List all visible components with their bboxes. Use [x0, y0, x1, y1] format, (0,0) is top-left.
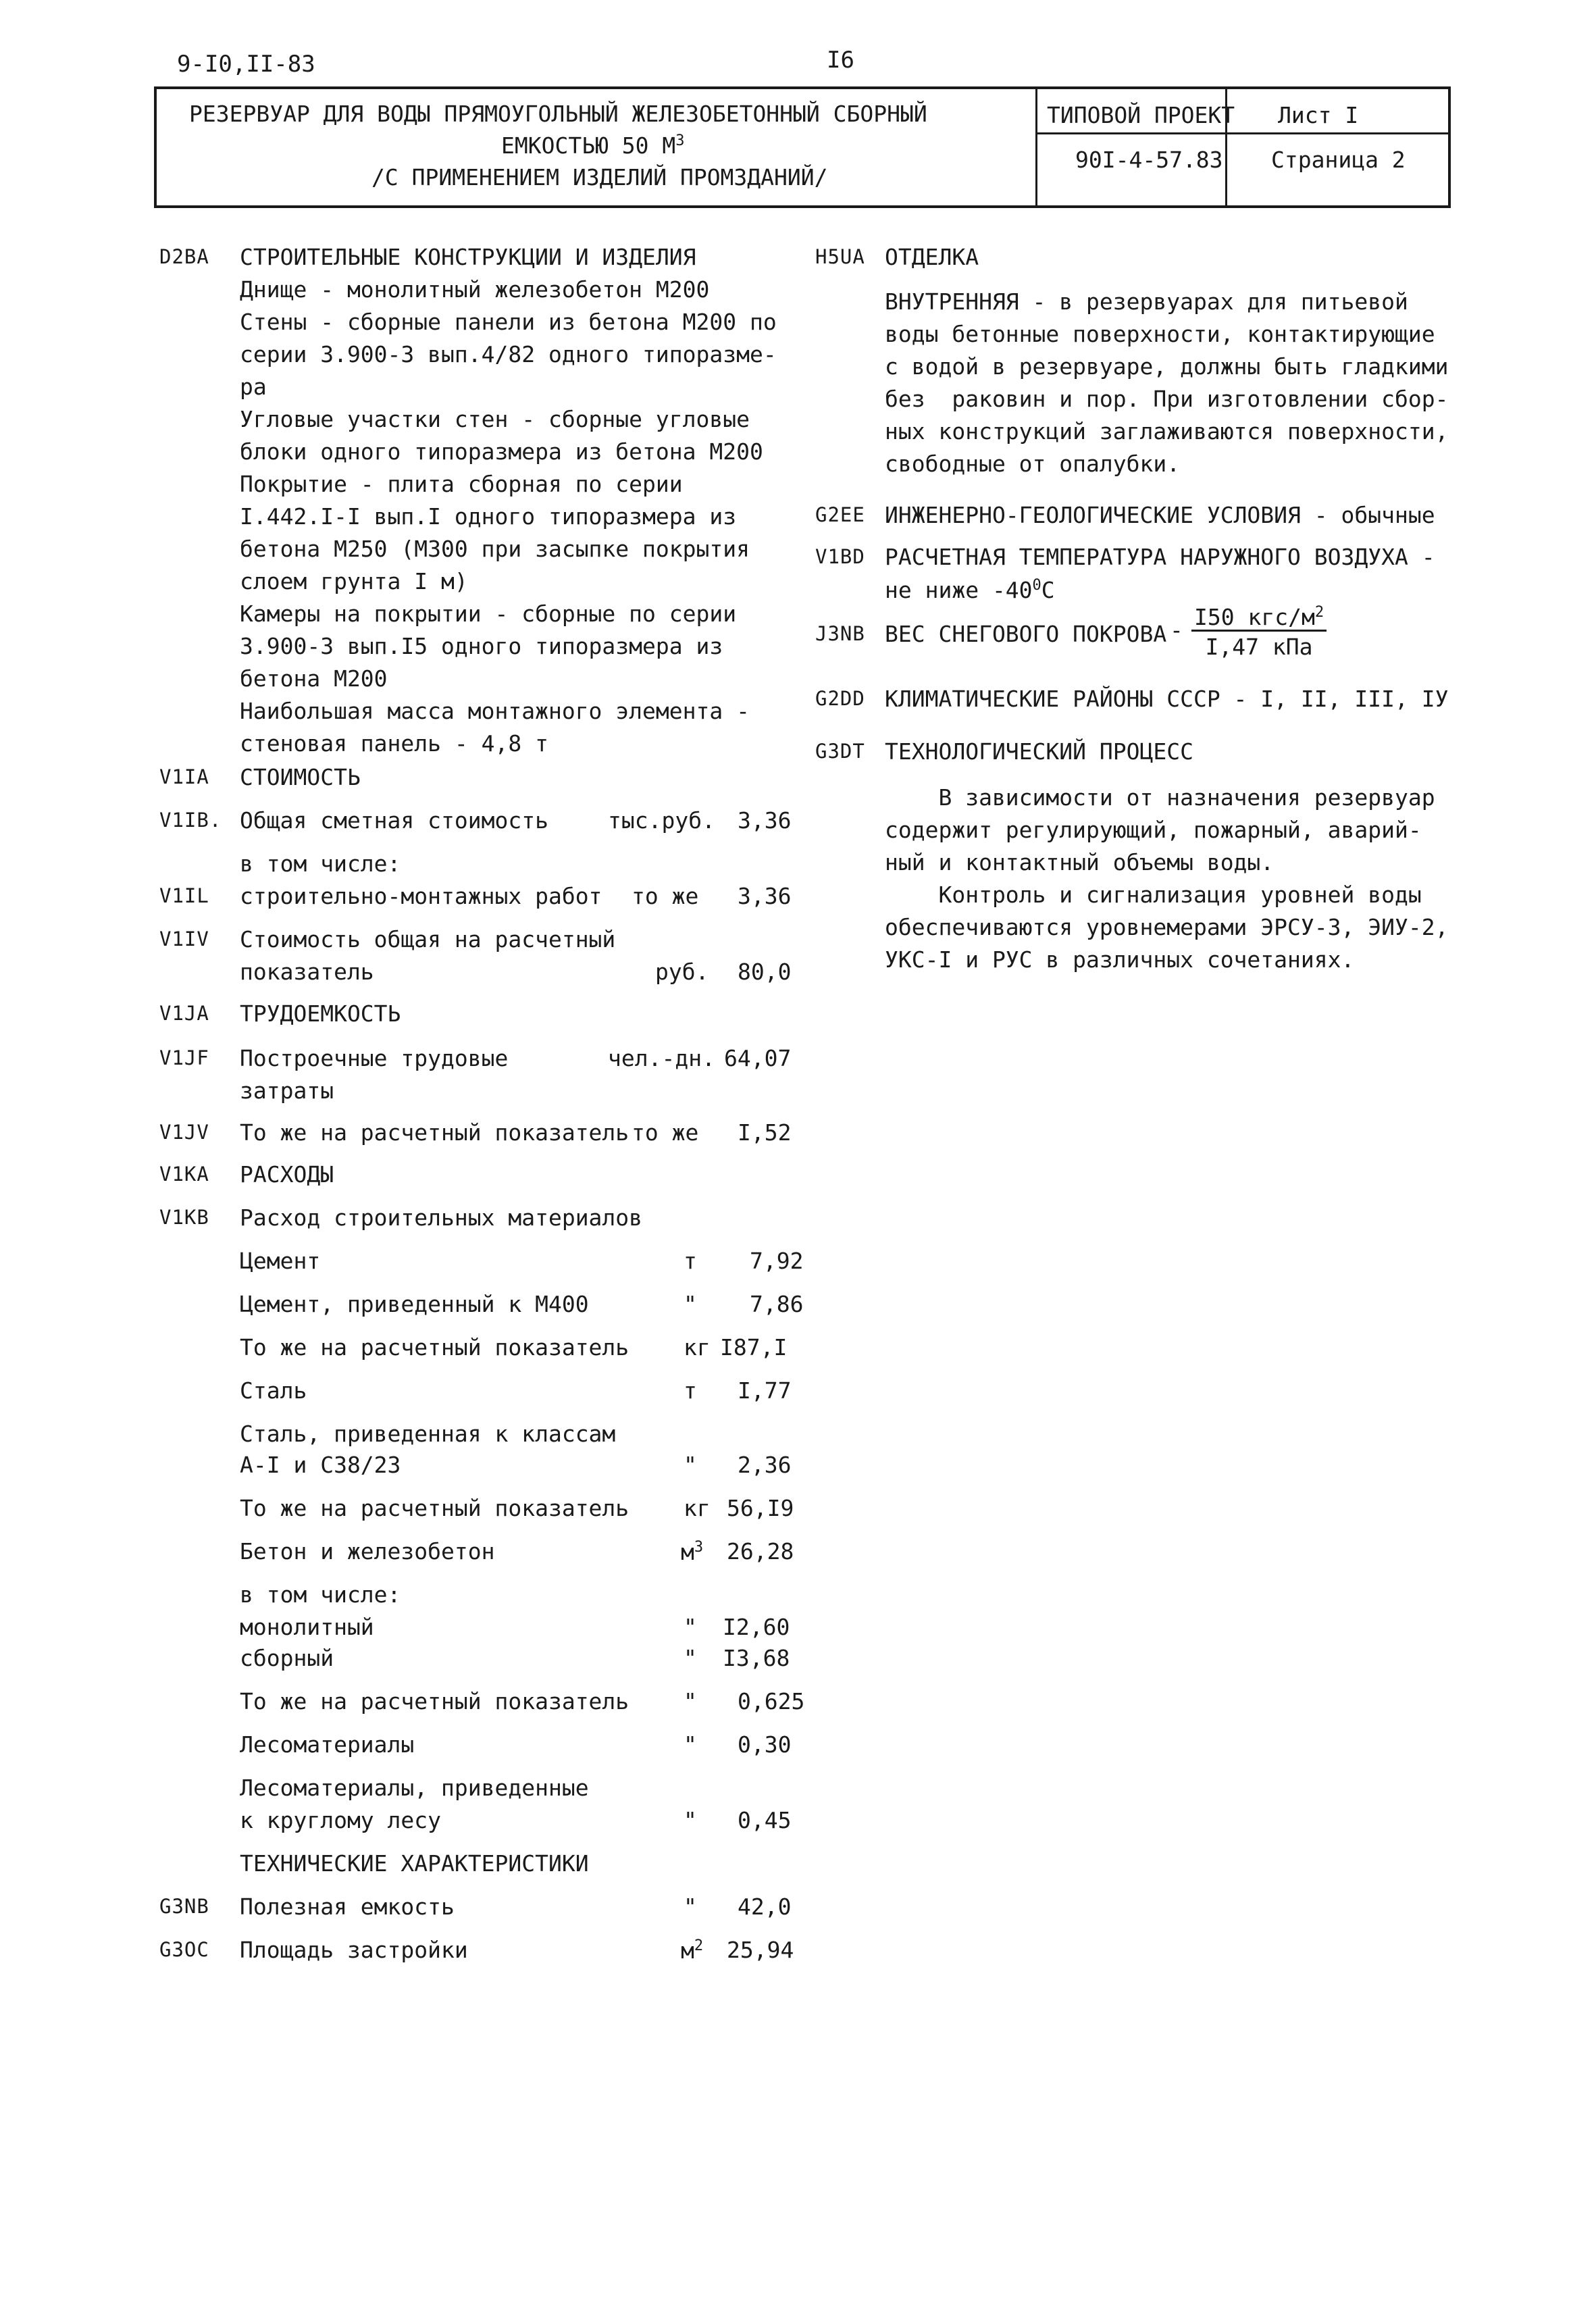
code-v1iv: V1IV: [159, 927, 209, 950]
constructions-line: ра: [240, 374, 267, 400]
temp-line-2: не ниже $-40^0С$: [885, 577, 1055, 603]
constructions-line: бетона М200: [240, 665, 388, 692]
tech-area-unit: $м^2$: [681, 1937, 704, 1964]
code-h5ua: H5UA: [815, 245, 865, 268]
process-line: обеспечиваются уровнемерами ЭРСУ-3, ЭИУ-2,: [885, 914, 1449, 940]
mat-timber-round-value: 0,45: [738, 1807, 792, 1833]
code-g3nb: G3NB: [159, 1895, 209, 1918]
code-v1ja: V1JA: [159, 1002, 209, 1025]
project-label: ТИПОВОЙ ПРОЕКТ: [1047, 102, 1235, 128]
mat-steel-label: Сталь: [240, 1377, 307, 1404]
labor-per-unit: то же: [632, 1119, 699, 1146]
mat-timber-unit: ": [684, 1731, 697, 1758]
code-g3dt: G3DT: [815, 740, 865, 763]
labor-build-value: 64,07: [724, 1045, 792, 1071]
mat-monolithic-unit: ": [684, 1614, 697, 1640]
mat-steel-per-value: 56,I9: [727, 1495, 794, 1521]
labor-build-label-1: Построечные трудовые: [240, 1045, 509, 1071]
geo-text: ИНЖЕНЕРНО-ГЕОЛОГИЧЕСКИЕ УСЛОВИЯ - обычные: [885, 502, 1435, 528]
materials-label: Расход строительных материалов: [240, 1204, 643, 1231]
code-v1ka: V1KA: [159, 1163, 209, 1186]
code-v1ia: V1IA: [159, 765, 209, 788]
code-d2ba: D2BA: [159, 245, 209, 268]
mat-concrete-unit: $м^3$: [681, 1539, 704, 1565]
mat-steel-value: I,77: [738, 1377, 792, 1404]
code-j3nb: J3NB: [815, 622, 865, 645]
constructions-line: блоки одного типоразмера из бетона М200: [240, 438, 763, 465]
code-v1ib: V1IB.: [159, 809, 222, 832]
title-line-1: РЕЗЕРВУАР ДЛЯ ВОДЫ ПРЯМОУГОЛЬНЫЙ ЖЕЛЕЗОБЕТОННЫЙ СБОРНЫЙ: [189, 101, 927, 127]
mat-steel-unit: т: [684, 1377, 697, 1404]
labor-per-value: I,52: [738, 1119, 792, 1146]
mat-concrete-per-label: То же на расчетный показатель: [240, 1688, 629, 1714]
mat-concrete-per-unit: ": [684, 1688, 697, 1714]
labor-build-unit: чел.-дн.: [608, 1045, 715, 1071]
constructions-line: Камеры на покрытии - сборные по серии: [240, 601, 737, 627]
finish-line: без раковин и пор. При изготовлении сбор-: [885, 386, 1449, 412]
code-v1jf: V1JF: [159, 1046, 209, 1069]
code-v1bd: V1BD: [815, 545, 865, 568]
cost-per-label-2: показатель: [240, 959, 374, 985]
snow-label: ВЕС СНЕГОВОГО ПОКРОВА: [885, 621, 1167, 647]
labor-per-label: То же на расчетный показатель: [240, 1119, 629, 1146]
mat-timber-round-unit: ": [684, 1807, 697, 1833]
process-line: В зависимости от назначения резервуар: [885, 784, 1435, 811]
mat-prefab-value: I3,68: [723, 1645, 790, 1671]
mat-steel-per-label: То же на расчетный показатель: [240, 1495, 629, 1521]
cost-cm-label: строительно-монтажных работ: [240, 883, 602, 909]
mat-cement-m400-label: Цемент, приведенный к М400: [240, 1291, 589, 1317]
mat-including-label: в том числе:: [240, 1581, 401, 1608]
process-line: ный и контактный объемы воды.: [885, 849, 1275, 875]
cost-total-unit: тыс.руб.: [608, 807, 715, 834]
snow-fraction: [1191, 605, 1327, 658]
snow-dash: -: [1170, 617, 1183, 643]
finish-line: свободные от опалубки.: [885, 451, 1181, 477]
mat-cement-value: 7,92: [750, 1248, 804, 1274]
page-number: I6: [827, 47, 854, 74]
mat-steel-class-label-2: А-I и С38/23: [240, 1452, 401, 1478]
code-g2ee: G2EE: [815, 503, 865, 526]
constructions-line: 3.900-3 вып.I5 одного типоразмера из: [240, 633, 723, 659]
constructions-line: Наибольшая масса монтажного элемента -: [240, 698, 750, 724]
constructions-line: стеновая панель - 4,8 т: [240, 730, 548, 757]
mat-timber-round-label-2: к круглому лесу: [240, 1807, 442, 1833]
cost-per-value: 80,0: [738, 959, 792, 985]
cost-including: в том числе:: [240, 850, 401, 877]
labor-heading: ТРУДОЕМКОСТЬ: [240, 1000, 401, 1027]
process-heading: ТЕХНОЛОГИЧЕСКИЙ ПРОЦЕСС: [885, 738, 1193, 765]
tech-volume-value: 42,0: [738, 1893, 792, 1920]
mat-steel-class-label: Сталь, приведенная к классам: [240, 1421, 616, 1447]
finish-heading: ОТДЕЛКА: [885, 244, 979, 270]
constructions-line: Угловые участки стен - сборные угловые: [240, 406, 750, 432]
mat-timber-value: 0,30: [738, 1731, 792, 1758]
cost-total-value: 3,36: [738, 807, 792, 834]
temp-line-1: РАСЧЕТНАЯ ТЕМПЕРАТУРА НАРУЖНОГО ВОЗДУХА -: [885, 544, 1435, 570]
mat-cement-per-value: I87,I: [720, 1334, 788, 1361]
cost-per-unit: руб.: [655, 959, 709, 985]
title-line-2: ЕМКОСТЬЮ 50 $М^3$: [501, 132, 685, 159]
climate-text: КЛИМАТИЧЕСКИЕ РАЙОНЫ СССР - I, II, III, IУ: [885, 686, 1449, 712]
finish-line: воды бетонные поверхности, контактирующие: [885, 321, 1435, 347]
constructions-line: бетона М250 (М300 при засыпке покрытия: [240, 536, 750, 562]
constructions-line: слоем грунта I м): [240, 568, 468, 594]
mat-timber-round-label: Лесоматериалы, приведенные: [240, 1775, 589, 1801]
code-g2dd: G2DD: [815, 687, 865, 710]
cost-per-label-1: Стоимость общая на расчетный: [240, 926, 616, 952]
mat-cement-per-label: То же на расчетный показатель: [240, 1334, 629, 1361]
mat-prefab-unit: ": [684, 1645, 697, 1671]
labor-build-label-2: затраты: [240, 1077, 334, 1104]
constructions-line: I.442.I-I вып.I одного типоразмера из: [240, 503, 737, 530]
mat-monolithic-value: I2,60: [723, 1614, 790, 1640]
constructions-line: Днище - монолитный железобетон М200: [240, 276, 710, 303]
finish-line: с водой в резервуаре, должны быть гладкими: [885, 353, 1449, 380]
mat-timber-label: Лесоматериалы: [240, 1731, 415, 1758]
constructions-heading: СТРОИТЕЛЬНЫЕ КОНСТРУКЦИИ И ИЗДЕЛИЯ: [240, 244, 696, 270]
process-line: УКС-I и РУС в различных сочетаниях.: [885, 946, 1355, 973]
sheet-label: Лист I: [1278, 102, 1359, 128]
snow-numerator: I50 кгс/$м^2$: [1191, 605, 1327, 632]
mat-monolithic-label: монолитный: [240, 1614, 374, 1640]
finish-line: ВНУТРЕННЯЯ - в резервуарах для питьевой: [885, 288, 1408, 315]
cost-total-label: Общая сметная стоимость: [240, 807, 548, 834]
tech-volume-unit: ": [684, 1893, 697, 1920]
process-line: Контроль и сигнализация уровней воды: [885, 882, 1422, 908]
code-v1jv: V1JV: [159, 1121, 209, 1144]
mat-cement-m400-unit: ": [684, 1291, 697, 1317]
mat-cement-m400-value: 7,86: [750, 1291, 804, 1317]
project-number: 90I-4-57.83: [1075, 147, 1223, 173]
code-v1il: V1IL: [159, 884, 209, 907]
tech-heading: ТЕХНИЧЕСКИЕ ХАРАКТЕРИСТИКИ: [240, 1850, 589, 1877]
page-label: Страница 2: [1271, 147, 1406, 173]
doc-ref: 9-I0,II-83: [177, 51, 315, 78]
tech-volume-label: Полезная емкость: [240, 1893, 455, 1920]
code-g3oc: G3OC: [159, 1938, 209, 1961]
mat-steel-class-value: 2,36: [738, 1452, 792, 1478]
finish-line: ных конструкций заглаживаются поверхности,: [885, 418, 1449, 444]
mat-concrete-per-value: 0,625: [738, 1688, 805, 1714]
cost-cm-unit: то же: [632, 883, 699, 909]
code-v1kb: V1KB: [159, 1206, 209, 1229]
tech-area-label: Площадь застройки: [240, 1937, 468, 1963]
constructions-line: серии 3.900-3 вып.4/82 одного типоразме-: [240, 341, 777, 367]
mat-cement-per-unit: кг: [684, 1334, 711, 1361]
tech-area-value: 25,94: [727, 1937, 794, 1963]
mat-cement-unit: т: [684, 1248, 697, 1274]
mat-concrete-value: 26,28: [727, 1538, 794, 1565]
cost-cm-value: 3,36: [738, 883, 792, 909]
mat-cement-label: Цемент: [240, 1248, 321, 1274]
constructions-line: Покрытие - плита сборная по серии: [240, 471, 683, 497]
title-line-3: /С ПРИМЕНЕНИЕМ ИЗДЕЛИЙ ПРОМЗДАНИЙ/: [371, 164, 828, 190]
mat-steel-per-unit: кг: [684, 1495, 711, 1521]
consumption-heading: РАСХОДЫ: [240, 1161, 334, 1188]
snow-denominator: I,47 кПа: [1205, 634, 1313, 660]
cost-heading: СТОИМОСТЬ: [240, 764, 361, 790]
mat-steel-class-unit: ": [684, 1452, 697, 1478]
constructions-line: Стены - сборные панели из бетона М200 по: [240, 309, 777, 335]
process-line: содержит регулирующий, пожарный, аварий-: [885, 817, 1422, 843]
mat-prefab-label: сборный: [240, 1645, 334, 1671]
title-block: [154, 86, 1451, 208]
mat-concrete-label: Бетон и железобетон: [240, 1538, 495, 1565]
